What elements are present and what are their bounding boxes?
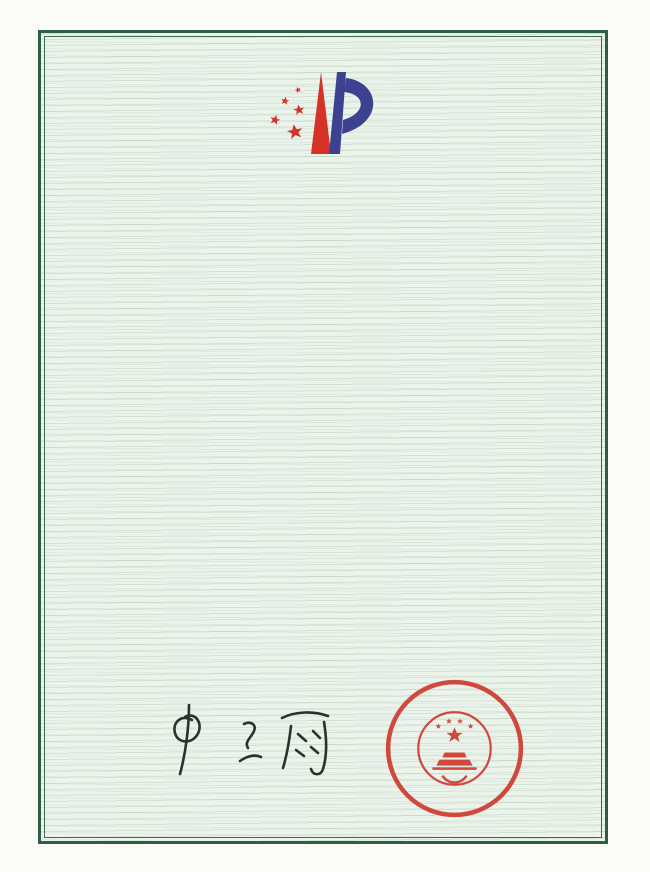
logo-red-spike [311,72,331,154]
field-row-grant [70,495,602,518]
field-row-filing-date [70,369,602,392]
logo-stars [269,86,305,140]
field-row-patent-no [70,327,602,350]
certificate-fields [70,243,602,537]
field-row-name [70,243,602,266]
national-emblem-icon [418,712,490,784]
field-row-inventor [70,285,602,308]
grant-date-pair [70,498,200,515]
grant-no-pair [246,498,364,515]
commissioner-signature [152,698,352,793]
official-seal [372,666,537,831]
logo-blue-p [329,72,373,154]
cnipa-logo-icon [250,68,400,168]
field-row-patentee [70,411,602,434]
field-row-address [70,453,602,476]
qr-code [511,77,575,141]
